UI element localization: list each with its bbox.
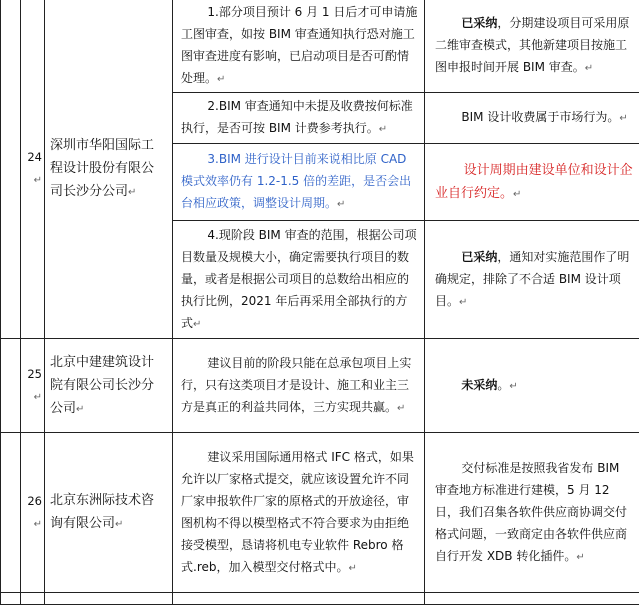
row-number: 25↵ <box>21 339 45 433</box>
reply-text: BIM 设计收费属于市场行为。↵ <box>425 93 639 144</box>
reply-text <box>425 593 639 605</box>
table-row <box>1 339 639 433</box>
margin-cell <box>1 339 21 433</box>
margin-cell <box>1 593 21 605</box>
margin-cell <box>1 433 21 593</box>
issue-text: 4.现阶段 BIM 审查的范围，根据公司项目数量及规模大小，确定需要执行项目的数量，或者是根据公司项目的总数给出相应的执行比例，2021 年后再采用全部执行的方式↵ <box>173 221 425 339</box>
issue-text <box>173 593 425 605</box>
table-row <box>1 593 639 605</box>
table-row <box>1 0 639 93</box>
row-number <box>21 593 45 605</box>
reply-text: 交付标准是按照我省发布 BIM 审查地方标准进行建模，5 月 12 日，我们召集各软件供应商协调交付格式问题，一致商定由各软件供应商自行开发 XDB 转化插件。↵ <box>425 433 639 593</box>
row-number: 26↵ <box>21 433 45 593</box>
issue-text: 2.BIM 审查通知中未提及收费按何标准执行，是否可按 BIM 计费参考执行。↵ <box>173 93 425 144</box>
issue-text: 3.BIM 进行设计目前来说相比原 CAD 模式效率仍有 1.2-1.5 倍的差距，是否会出台相应政策，调整设计周期。↵ <box>173 144 425 221</box>
row-number: 24↵ <box>21 0 45 339</box>
reply-text: 未采纳。↵ <box>425 339 639 433</box>
company-name <box>45 593 173 605</box>
company-name: 深圳市华阳国际工程设计股份有限公司长沙分公司↵ <box>45 0 173 339</box>
reply-text: 已采纳，通知对实施范围作了明确规定，排除了不合适 BIM 设计项目。↵ <box>425 221 639 339</box>
table-row <box>1 433 639 593</box>
company-name: 北京中建建筑设计院有限公司长沙分公司↵ <box>45 339 173 433</box>
company-name: 北京东洲际技术咨询有限公司↵ <box>45 433 173 593</box>
issue-text: 建议目前的阶段只能在总承包项目上实行，只有这类项目才是设计、施工和业主三方是真正的利益共同体，三方实现共赢。↵ <box>173 339 425 433</box>
reply-text: 已采纳，分期建设项目可采用原二维审查模式，其他新建项目按施工图申报时间开展 BIM 审查。↵ <box>425 0 639 93</box>
margin-cell <box>1 0 21 339</box>
issue-text: 建议采用国际通用格式 IFC 格式，如果允许以厂家格式提交，就应该设置允许不同厂家申报软件厂家的原格式的开放途径，审图机构不得以模型格式不符合要求为由拒绝接受模型，恳请将机电专业软件 Rebro 格式.reb，加入模型交付格式中。↵ <box>173 433 425 593</box>
issue-text: 1.部分项目预计 6 月 1 日后才可申请施工图审查，如按 BIM 审查通知执行恐对施工图审查进度有影响，已启动项目是否可酌情处理。↵ <box>173 0 425 93</box>
reply-text: 设计周期由建设单位和设计企业自行约定。↵ <box>425 144 639 221</box>
